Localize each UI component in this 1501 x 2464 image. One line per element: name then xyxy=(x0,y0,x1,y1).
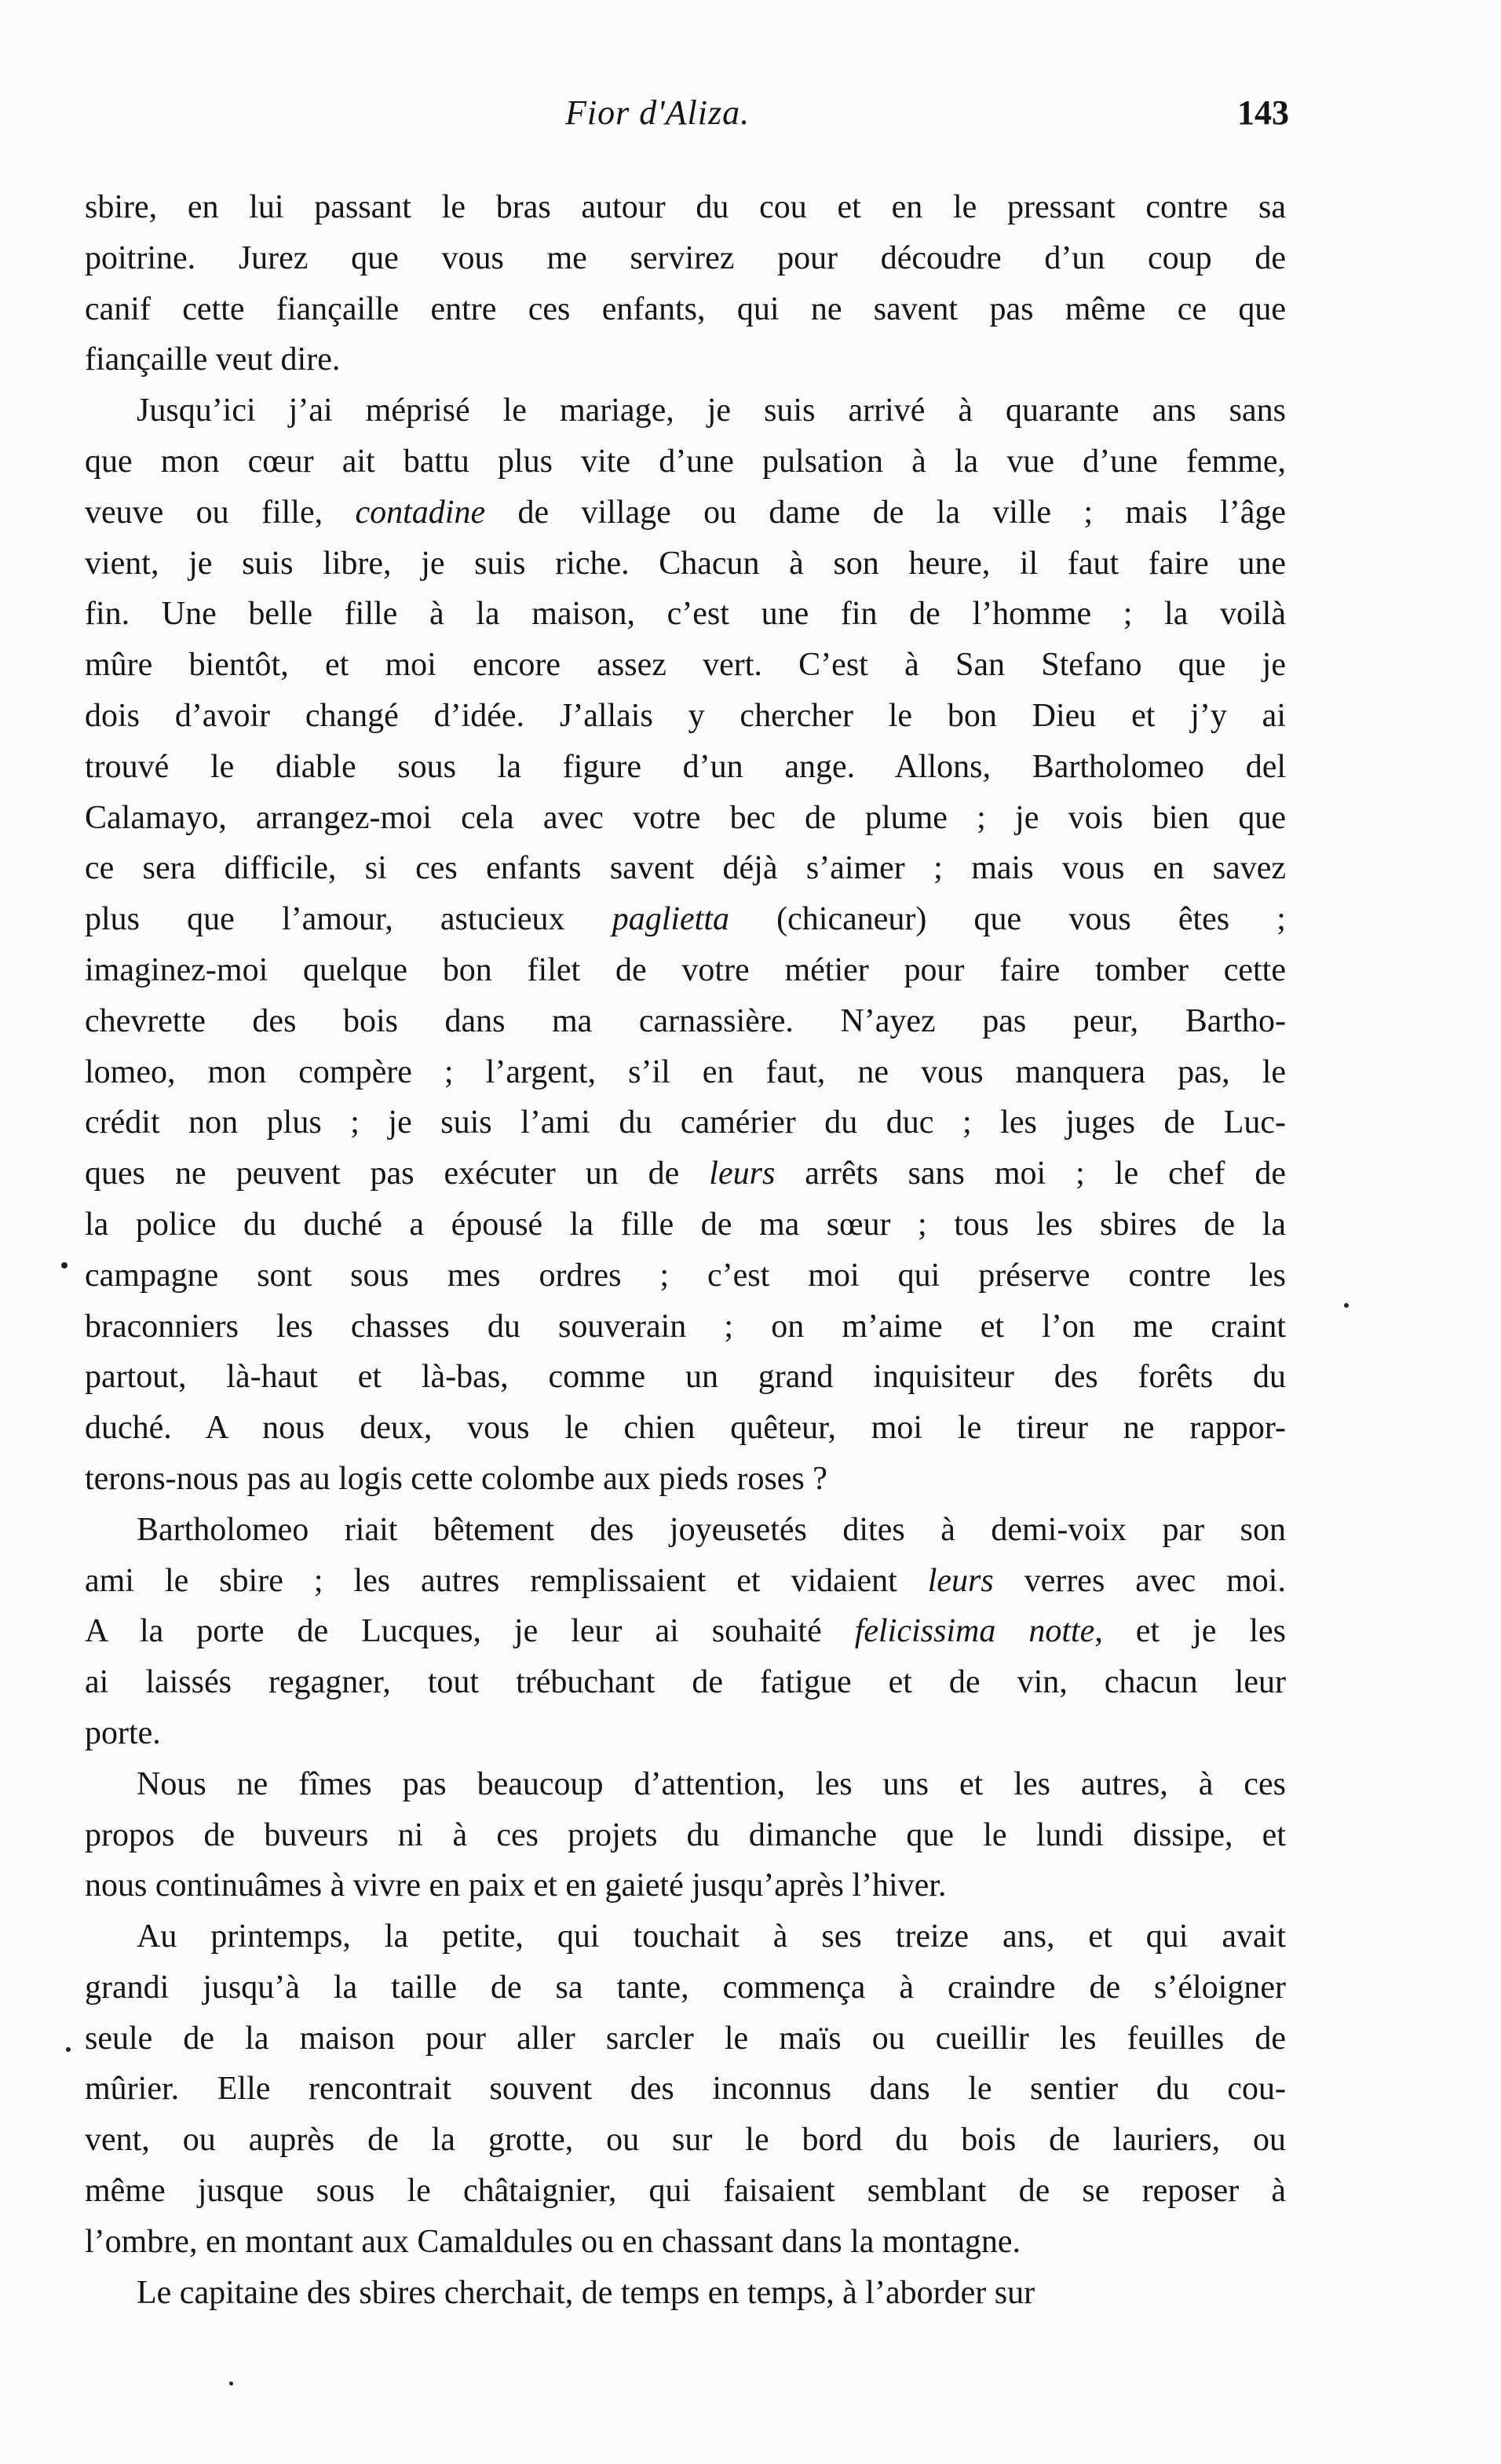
text-line: mûre bientôt, et moi encore assez vert. C’est à San Stefano que je xyxy=(85,647,1286,684)
text-line: lomeo, mon compère ; l’argent, s’il en faut, ne vous manquera pas, le xyxy=(85,1053,1286,1090)
text-line: propos de buveurs ni à ces projets du dimanche que le lundi dissipe, et xyxy=(85,1816,1286,1853)
text-line: crédit non plus ; je suis l’ami du camérier du duc ; les juges de Luc- xyxy=(85,1104,1286,1141)
text-line: mûrier. Elle rencontrait souvent des inconnus dans le sentier du cou- xyxy=(85,2071,1286,2108)
paragraph xyxy=(85,1911,1286,2268)
text-line: seule de la maison pour aller sarcler le maïs ou cueillir les feuilles de xyxy=(85,2020,1286,2057)
text-line: Nous ne fîmes pas beaucoup d’attention, les uns et les autres, à ces xyxy=(137,1765,1286,1802)
margin-dot xyxy=(229,2382,233,2386)
text-line: fin. Une belle fille à la maison, c’est une fin de l’homme ; la voilà xyxy=(85,596,1286,633)
text-line: canif cette fiançaille entre ces enfants, qui ne savent pas même ce que xyxy=(85,290,1286,327)
text-line: veuve ou fille, contadine de village ou dame de la ville ; mais l’âge xyxy=(85,494,1286,531)
text-line: imaginez-moi quelque bon filet de votre métier pour faire tomber cette xyxy=(85,951,1286,988)
text-line: nous continuâmes à vivre en paix et en gaieté jusqu’après l’hiver. xyxy=(85,1867,947,1904)
text-line: sbire, en lui passant le bras autour du cou et en le pressant contre sa xyxy=(85,189,1286,225)
text-line: ai laissés regagner, tout trébuchant de fatigue et de vin, chacun leur xyxy=(85,1664,1286,1701)
running-title: Fior d'Aliza. xyxy=(565,93,750,132)
text-line: poitrine. Jurez que vous me servirez pour découdre d’un coup de xyxy=(85,239,1286,276)
text-line: plus que l’amour, astucieux paglietta (chicaneur) que vous êtes ; xyxy=(85,901,1286,938)
text-line: ques ne peuvent pas exécuter un de leurs arrêts sans moi ; le chef de xyxy=(85,1155,1286,1192)
text-line: porte. xyxy=(85,1714,161,1751)
paragraph xyxy=(85,182,1286,385)
text-line: braconniers les chasses du souverain ; on m’aime et l’on me craint xyxy=(85,1308,1286,1345)
text-line: vient, je suis libre, je suis riche. Chacun à son heure, il faut faire une xyxy=(85,545,1286,582)
margin-dot xyxy=(1344,1303,1349,1308)
paragraph xyxy=(85,2268,1286,2319)
paragraph xyxy=(85,385,1286,1505)
text-line: même jusque sous le châtaignier, qui faisaient semblant de se reposer à xyxy=(85,2173,1286,2210)
text-line: ami le sbire ; les autres remplissaient et vidaient leurs verres avec moi. xyxy=(85,1562,1286,1599)
text-line: l’ombre, en montant aux Camaldules ou en chassant dans la montagne. xyxy=(85,2223,1021,2260)
text-line: campagne sont sous mes ordres ; c’est moi qui préserve contre les xyxy=(85,1257,1286,1294)
page-number: 143 xyxy=(1237,93,1289,132)
text-line: que mon cœur ait battu plus vite d’une pulsation à la vue d’une femme, xyxy=(85,443,1286,480)
text-line: dois d’avoir changé d’idée. J’allais y chercher le bon Dieu et j’y ai xyxy=(85,697,1286,734)
text-line: Le capitaine des sbires cherchait, de temps en temps, à l’aborder sur xyxy=(137,2274,1035,2311)
paragraph xyxy=(85,1759,1286,1911)
text-line: partout, là-haut et là-bas, comme un grand inquisiteur des forêts du xyxy=(85,1359,1286,1396)
margin-dot xyxy=(66,2047,71,2052)
margin-dot xyxy=(61,1262,68,1269)
paragraph xyxy=(85,1505,1286,1759)
text-line: Jusqu’ici j’ai méprisé le mariage, je suis arrivé à quarante ans sans xyxy=(137,392,1286,429)
text-line: chevrette des bois dans ma carnassière. N’ayez pas peur, Bartho- xyxy=(85,1002,1286,1039)
text-line: Bartholomeo riait bêtement des joyeusetés dites à demi-voix par son xyxy=(137,1511,1286,1548)
text-line: duché. A nous deux, vous le chien quêteur, moi le tireur ne rappor- xyxy=(85,1410,1286,1447)
text-line: Calamayo, arrangez-moi cela avec votre bec de plume ; je vois bien que xyxy=(85,799,1286,836)
text-line: terons-nous pas au logis cette colombe aux pieds roses ? xyxy=(85,1460,827,1497)
text-line: ce sera difficile, si ces enfants savent déjà s’aimer ; mais vous en savez xyxy=(85,850,1286,887)
text-line: la police du duché a épousé la fille de ma sœur ; tous les sbires de la xyxy=(85,1206,1286,1243)
text-line: grandi jusqu’à la taille de sa tante, commença à craindre de s’éloigner xyxy=(85,1969,1286,2006)
text-line: A la porte de Lucques, je leur ai souhaité felicissima notte, et je les xyxy=(85,1613,1287,1650)
body-text xyxy=(85,182,1286,2318)
running-head xyxy=(0,93,1501,140)
text-line: Au printemps, la petite, qui touchait à ses treize ans, et qui avait xyxy=(137,1918,1286,1955)
text-line: trouvé le diable sous la figure d’un ange. Allons, Bartholomeo del xyxy=(85,748,1286,785)
text-line: vent, ou auprès de la grotte, ou sur le bord du bois de lauriers, ou xyxy=(85,2122,1286,2159)
text-line: fiançaille veut dire. xyxy=(85,341,341,378)
